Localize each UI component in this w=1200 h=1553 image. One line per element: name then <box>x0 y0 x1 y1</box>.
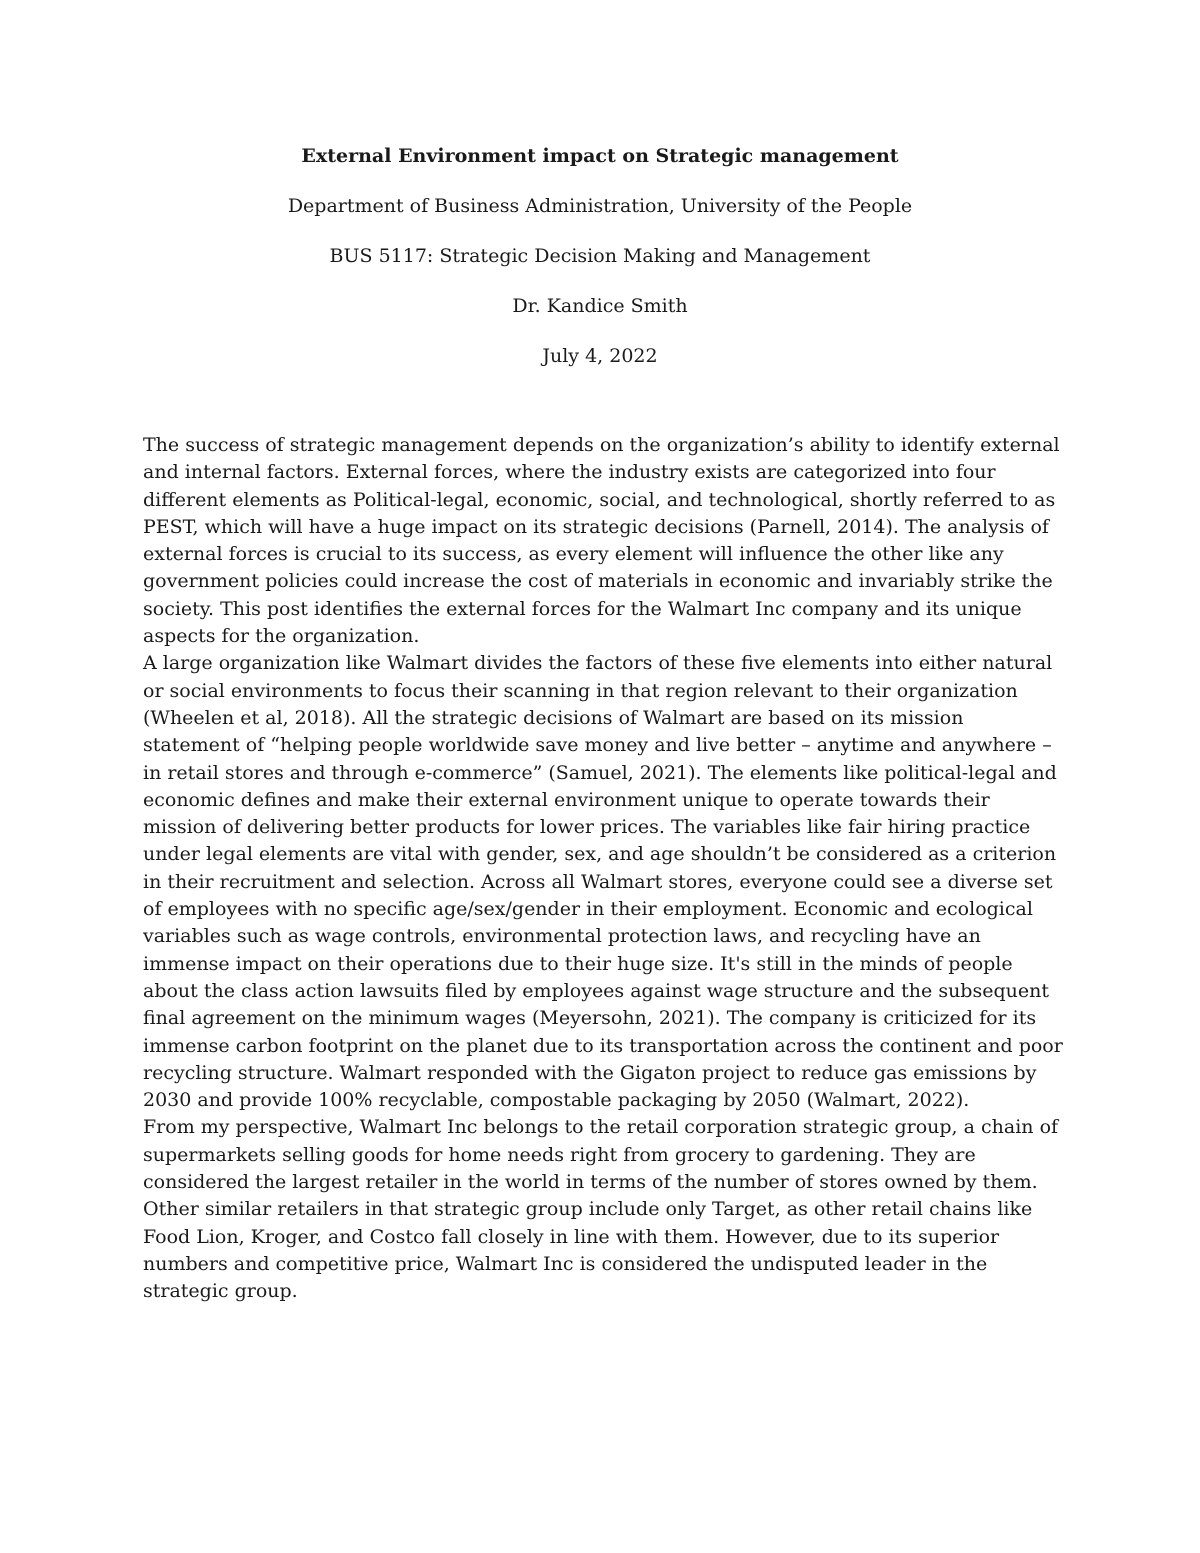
instructor-line: Dr. Kandice Smith <box>512 295 688 317</box>
body-text <box>143 432 1063 1306</box>
course-line: BUS 5117: Strategic Decision Making and Management <box>329 245 871 267</box>
paragraph-intro: The success of strategic management depends on the organization’s ability to identify external and internal factors. External forces, where the industry exists are categorized into four different elements as Political-legal, economic, social, and technological, shortly referred to as PEST, which will have a huge impact on its strategic decisions (Parnell, 2014). The analysis of external forces is crucial to its success, as every element will influence the other like any government policies could increase the cost of materials in economic and invariably strike the society. This post identifies the external forces for the Walmart Inc company and its unique aspects for the organization. <box>143 434 1060 648</box>
paragraph-walmart-environment: A large organization like Walmart divides the factors of these five elements into either natural or social environments to focus their scanning in that region relevant to their organization (Wheelen et al, 2018). All the strategic decisions of Walmart are based on its mission statement of “helping people worldwide save money and live better – anytime and anywhere – in retail stores and through e-commerce” (Samuel, 2021). The elements like political-legal and economic defines and make their external environment unique to operate towards their mission of delivering better products for lower prices. The variables like fair hiring practice under legal elements are vital with gender, sex, and age shouldn’t be considered as a criterion in their recruitment and selection. Across all Walmart stores, everyone could see a diverse set of employees with no specific age/sex/gender in their employment. Economic and ecological variables such as wage controls, environmental protection laws, and recycling have an immense impact on their operations due to their huge size. It's still in the minds of people about the class action lawsuits filed by employees against wage structure and the subsequent final agreement on the minimum wages (Meyersohn, 2021). The company is criticized for its immense carbon footprint on the planet due to its transportation across the continent and poor recycling structure. Walmart responded with the Gigaton project to reduce gas emissions by 2030 and provide 100% recyclable, compostable packaging by 2050 (Walmart, 2022). <box>143 652 1063 1112</box>
department-line: Department of Business Administration, University of the People <box>287 195 913 217</box>
title-block <box>0 143 1200 393</box>
paragraph-strategic-group: From my perspective, Walmart Inc belongs to the retail corporation strategic group, a chain of supermarkets selling goods for home needs right from grocery to gardening. They are considered the largest retailer in the world in terms of the number of stores owned by them. Other similar retailers in that strategic group include only Target, as other retail chains like Food Lion, Kroger, and Costco fall closely in line with them. However, due to its superior numbers and competitive price, Walmart Inc is considered the undisputed leader in the strategic group. <box>143 1116 1059 1303</box>
date-line: July 4, 2022 <box>542 345 658 367</box>
document-title: External Environment impact on Strategic management <box>301 145 899 167</box>
